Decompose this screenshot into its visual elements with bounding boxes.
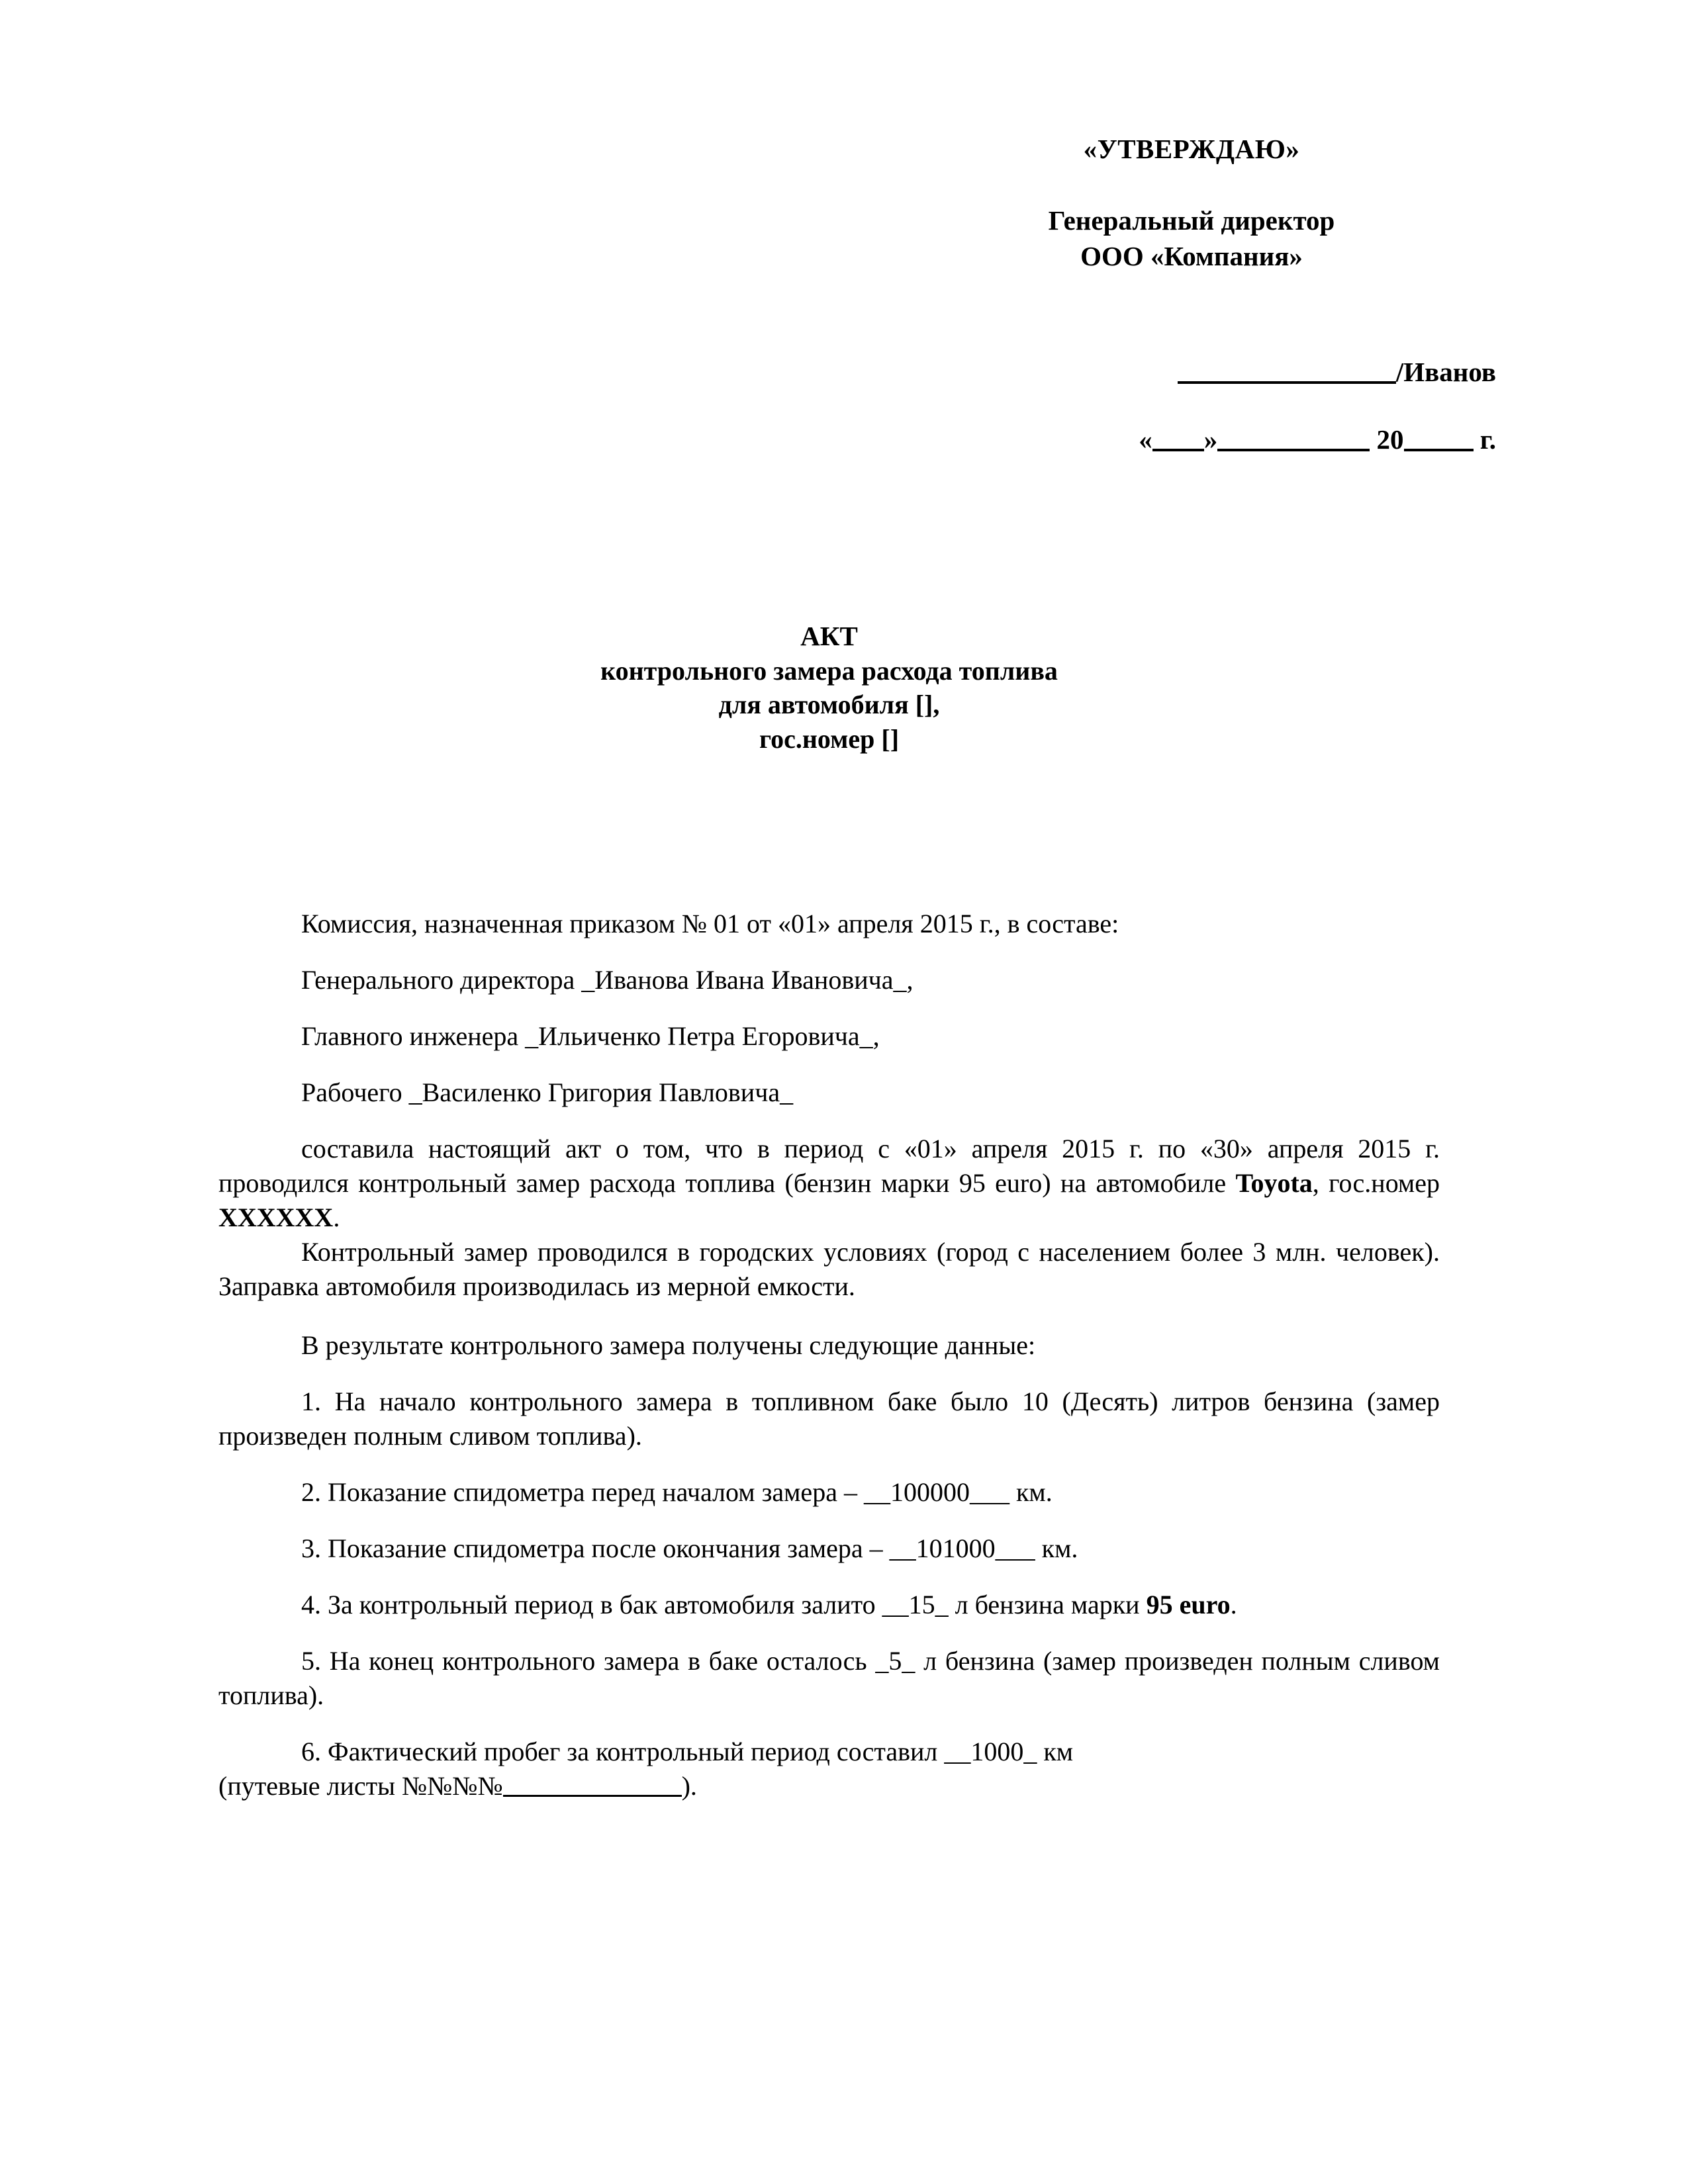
document-title-block (218, 619, 1440, 756)
signature-blank-line[interactable] (1178, 359, 1396, 384)
approval-date-row (887, 424, 1496, 455)
statement-paragraph (218, 1132, 1440, 1235)
date-quote-close: » (1203, 424, 1218, 455)
date-month-blank[interactable] (1217, 429, 1370, 451)
fuel-grade: 95 euro (1146, 1590, 1231, 1619)
spacer (887, 163, 1496, 203)
commission-member-2: Главного инженера _Ильиченко Петра Егоровича_, (301, 1021, 880, 1051)
commission-member-3: Рабочего _Василенко Григория Павловича_ (301, 1077, 794, 1107)
measurement-conditions: Контрольный замер проводился в городских условиях (город с населением более 3 млн. человек). Заправка автомобиля производилась из мерной емкости. (218, 1237, 1440, 1301)
waybill-numbers-blank[interactable] (503, 1778, 682, 1797)
date-day-blank[interactable] (1152, 429, 1204, 451)
date-year-blank[interactable] (1404, 429, 1474, 451)
result-item-4-end: . (1230, 1590, 1237, 1619)
statement-part-2: , гос.номер (1312, 1168, 1440, 1198)
result-item-4-text: 4. За контрольный период в бак автомобиля залито __15_ л бензина марки (301, 1590, 1147, 1619)
vehicle-plate: XXXXXX (218, 1203, 334, 1232)
document-title-line-3: для автомобиля [], (718, 690, 940, 720)
commission-member-1: Генерального директора _Иванова Ивана Ивановича_, (301, 965, 914, 995)
vehicle-make: Toyota (1235, 1168, 1313, 1198)
approval-role-line-2: ООО «Компания» (1080, 241, 1303, 272)
document-title-line-1: АКТ (800, 621, 858, 651)
commission-intro: Комиссия, назначенная приказом № 01 от «01» апреля 2015 г., в составе: (301, 909, 1119, 938)
result-item-3: 3. Показание спидометра после окончания замера – __101000___ км. (301, 1533, 1078, 1563)
approval-header-block (887, 136, 1496, 274)
result-item-6-line-1: 6. Фактический пробег за контрольный период составил __1000_ км (301, 1737, 1074, 1766)
document-body (218, 907, 1440, 1803)
result-item-4 (218, 1588, 1440, 1622)
result-item-2: 2. Показание спидометра перед началом замера – __100000___ км. (301, 1477, 1053, 1507)
statement-part-3: . (333, 1203, 340, 1232)
date-year-prefix: 20 (1376, 424, 1404, 455)
approval-role-line-1: Генеральный директор (1048, 205, 1335, 236)
approval-signer-name: /Иванов (1395, 357, 1496, 387)
document-title-line-2: контрольного замера расхода топлива (600, 655, 1058, 686)
document-title-line-4: гос.номер [] (759, 724, 900, 754)
results-intro: В результате контрольного замера получены следующие данные: (301, 1330, 1036, 1360)
result-item-6-line-2 (218, 1769, 1440, 1803)
approval-title: «УТВЕРЖДАЮ» (1083, 134, 1300, 164)
date-quote-open: « (1139, 424, 1152, 455)
result-item-1: 1. На начало контрольного замера в топливном баке было 10 (Десять) литров бензина (замер произведен полным сливом топлива). (218, 1387, 1440, 1451)
statement-part-1: составила настоящий акт о том, что в период с «01» апреля 2015 г. по «30» апреля 2015 г. проводился контрольный замер расхода топлива (бензин марки 95 euro) на автомобиле (218, 1134, 1440, 1198)
waybill-close: ). (681, 1771, 697, 1801)
waybill-label: (путевые листы №№№№ (218, 1771, 503, 1801)
approval-signature-row (887, 356, 1496, 388)
spacer (218, 1304, 1440, 1328)
result-item-5: 5. На конец контрольного замера в баке осталось _5_ л бензина (замер произведен полным сливом топлива). (218, 1646, 1440, 1710)
date-year-suffix: г. (1479, 424, 1496, 455)
